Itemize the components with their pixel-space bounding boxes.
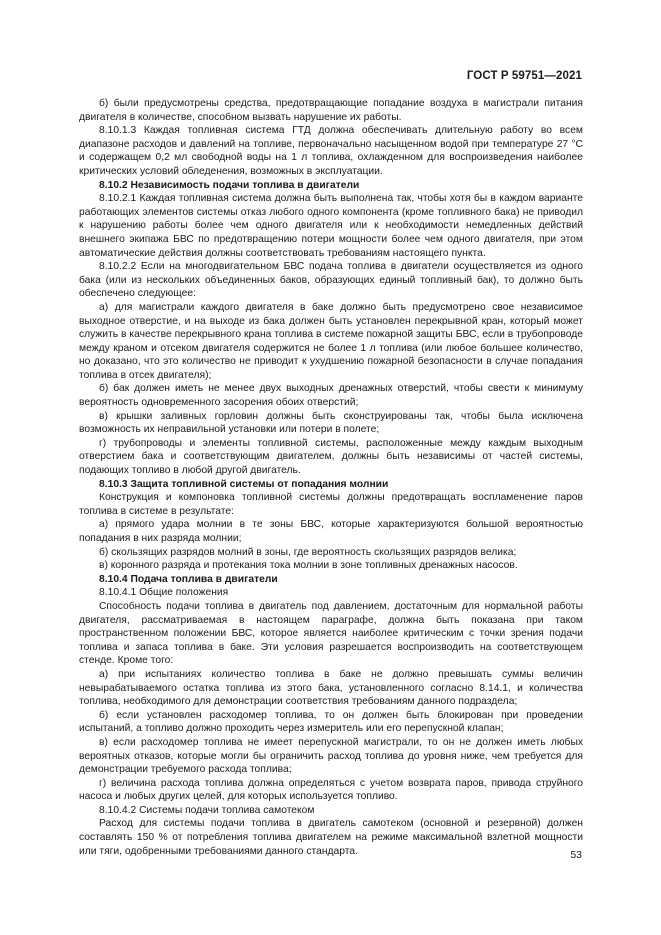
paragraph: в) крышки заливных горловин должны быть сконструированы так, чтобы была исключена возможность их неправильной установки или потери в полете; bbox=[79, 410, 583, 436]
paragraph: а) при испытаниях количество топлива в баке не должно превышать суммы величин невырабатываемого остатка топлива из этого бака, установленного согласно 8.14.1, и количества топлива, необходимого для демонстрации соответствия требованиям данного подраздела; bbox=[79, 668, 583, 708]
document-body bbox=[79, 97, 583, 858]
paragraph: а) для магистрали каждого двигателя в баке должно быть предусмотрено свое независимое выходное отверстие, и на выходе из бака должен быть установлен перекрывной кран, который может служить в качестве перекрывного крана топлива в системе пожарной защиты БВС, если в трубопроводе между краном и отсеком двигателя содержится не более 1 л топлива (или любое большее количество, но доказано, что это количество не приводит к ухудшению пожарной безопасности в случае попадания топлива в отсек двигателя); bbox=[79, 301, 583, 381]
paragraph: г) трубопроводы и элементы топливной системы, расположенные между каждым выходным отверстием бака и соответствующим двигателем, должны быть независимы от частей системы, подающих топливо в любой другой двигатель. bbox=[79, 437, 583, 477]
paragraph: 8.10.4.2 Системы подачи топлива самотеком bbox=[99, 804, 315, 816]
section-heading: 8.10.2 Независимость подачи топлива в двигатели bbox=[99, 179, 360, 191]
paragraph: Расход для системы подачи топлива в двигатель самотеком (основной и резервной) должен составлять 150 % от потребления топлива двигателем на режиме максимальной взлетной мощности или тяги, одобренными требованиями данного стандарта. bbox=[79, 818, 583, 857]
paragraph: а) прямого удара молнии в те зоны БВС, которые характеризуются большой вероятностью попадания в них разряда молнии; bbox=[79, 519, 583, 544]
paragraph: в) коронного разряда и протекания тока молнии в зоне топливных дренажных насосов. bbox=[99, 560, 518, 572]
section-heading: 8.10.4 Подача топлива в двигатели bbox=[99, 573, 278, 585]
section-heading: 8.10.3 Защита топливной системы от попадания молнии bbox=[99, 478, 389, 490]
paragraph: б) если установлен расходомер топлива, то он должен быть блокирован при проведении испытаний, а топливо должно проходить через измеритель или его перепускной клапан; bbox=[79, 709, 583, 735]
paragraph: г) величина расхода топлива должна определяться с учетом возврата паров, привода струйного насоса и любых других целей, для которых используется топливо. bbox=[79, 777, 583, 803]
paragraph: 8.10.2.2 Если на многодвигательном БВС подача топлива в двигатели осуществляется из одного бака (или из нескольких объединенных баков, образующих единый топливный бак), то должно быть обеспечено следующее: bbox=[79, 261, 583, 300]
paragraph: в) если расходомер топлива не имеет перепускной магистрали, то он не должен иметь любых вероятных отказов, которые могли бы ограничить расход топлива до уровня ниже, чем требуется для демонстрации требуемого расхода топлива; bbox=[79, 736, 583, 776]
paragraph: 8.10.4.1 Общие положения bbox=[99, 587, 229, 599]
paragraph: б) бак должен иметь не менее двух выходных дренажных отверстий, чтобы свести к минимуму вероятность одновременного засорения обоих отверстий; bbox=[79, 383, 583, 409]
paragraph: Конструкция и компоновка топливной системы должны предотвращать воспламенение паров топлива в системе в результате: bbox=[79, 492, 583, 517]
paragraph: б) скользящих разрядов молний в зоны, где вероятность скользящих разрядов велика; bbox=[99, 546, 517, 558]
paragraph: б) были предусмотрены средства, предотвращающие попадание воздуха в магистрали питания двигателя в количестве, способном вызвать нарушение их работы. bbox=[79, 98, 583, 123]
standard-designation: ГОСТ Р 59751—2021 bbox=[466, 70, 582, 82]
paragraph: 8.10.2.1 Каждая топливная система должна быть выполнена так, чтобы хотя бы в каждом варианте работающих элементов системы отказ любого одного компонента (кроме топливного бака) не приводил к нарушению работы более чем одного двигателя или к необходимости немедленных действий внешнего экипажа БВС по предотвращению потери мощности более чем одного двигателя, при этом автоматические действия должны соответствовать требованиям настоящего пункта. bbox=[79, 193, 583, 259]
paragraph: Способность подачи топлива в двигатель под давлением, достаточным для нормальной работы двигателя, рассматриваемая в настоящем параграфе, должна быть показана при таком пространственном положении БВС, которое является наиболее критическим с точки зрения подачи топлива и запаса топлива в баке. Эти условия разрешается воспроизводить на соответствующем стенде. Кроме того: bbox=[79, 600, 583, 667]
paragraph: 8.10.1.3 Каждая топливная система ГТД должна обеспечивать длительную работу во всем диапазоне расходов и давлений на топливе, первоначально насыщенном водой при температуре 27 °С и содержащем 0,2 мл свободной воды на 1 л топлива, охлажденном для воспроизведения наиболее критических условий обледенения, возможных в эксплуатации. bbox=[79, 125, 583, 177]
page-number: 53 bbox=[570, 850, 582, 861]
